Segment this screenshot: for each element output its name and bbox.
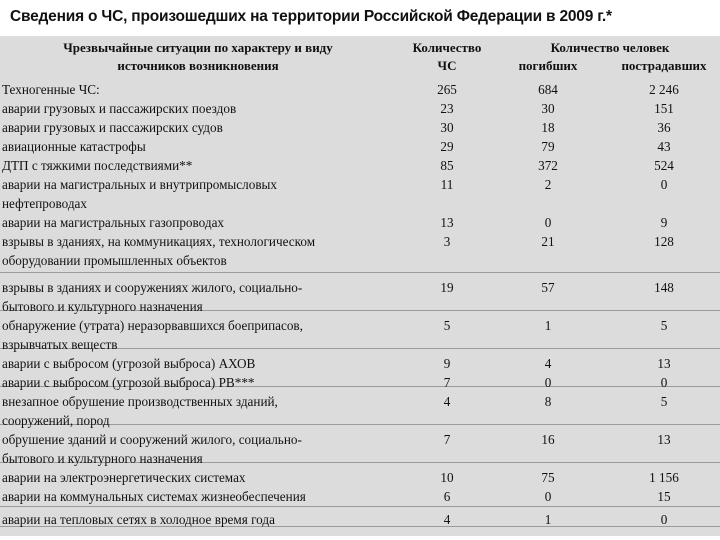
row-injured: 1 156 <box>649 470 679 485</box>
row-dead: 57 <box>541 280 555 295</box>
row-dead: 4 <box>544 356 552 371</box>
row-description: взрывчатых веществ <box>2 337 118 352</box>
row-description: аварии на магистральных газопроводах <box>2 215 225 230</box>
row-description: обрушение зданий и сооружений жилого, социально- <box>2 432 302 447</box>
row-description: оборудовании промышленных объектов <box>2 253 227 268</box>
row-description: внезапное обрушение производственных зданий, <box>2 394 278 409</box>
row-dead: 0 <box>544 489 552 504</box>
header-count-line2: ЧС <box>437 58 457 73</box>
row-injured: 5 <box>660 394 668 409</box>
row-count: 7 <box>443 432 451 447</box>
row-dead: 30 <box>541 101 555 116</box>
row-description: ДТП с тяжкими последствиями** <box>2 158 193 173</box>
row-injured: 5 <box>660 318 668 333</box>
row-dead: 75 <box>541 470 555 485</box>
row-description: взрывы в зданиях и сооружениях жилого, социально- <box>2 280 303 295</box>
header-count-line1: Количество <box>412 40 482 55</box>
row-description: сооружений, пород <box>2 413 110 428</box>
row-injured: 0 <box>660 512 668 527</box>
row-count: 11 <box>440 177 454 192</box>
row-description: аварии на коммунальных системах жизнеобеспечения <box>2 489 306 504</box>
row-description: аварии на магистральных и внутрипромысловых <box>2 177 278 192</box>
row-injured: 13 <box>657 432 671 447</box>
incidents-table <box>0 36 720 536</box>
row-injured: 151 <box>654 101 674 116</box>
row-count: 13 <box>440 215 454 230</box>
row-description: аварии грузовых и пассажирских поездов <box>2 101 237 116</box>
row-description: взрывы в зданиях, на коммуникациях, технологическом <box>2 234 316 249</box>
row-count: 6 <box>443 489 451 504</box>
row-injured: 13 <box>657 356 671 371</box>
row-dead: 684 <box>538 82 558 97</box>
row-dead: 21 <box>541 234 555 249</box>
row-dead: 0 <box>544 375 552 390</box>
row-count: 3 <box>443 234 451 249</box>
row-description: бытового и культурного назначения <box>2 451 203 466</box>
row-injured: 15 <box>657 489 671 504</box>
row-injured: 43 <box>657 139 671 154</box>
row-injured: 0 <box>660 177 668 192</box>
row-count: 10 <box>440 470 454 485</box>
row-dead: 16 <box>541 432 555 447</box>
row-count: 265 <box>437 82 457 97</box>
row-dead: 18 <box>541 120 555 135</box>
header-injured: пострадавших <box>621 58 707 73</box>
header-type-line2: источников возникновения <box>117 58 279 73</box>
row-description: бытового и культурного назначения <box>2 299 203 314</box>
row-description: аварии на электроэнергетических системах <box>2 470 246 485</box>
row-dead: 372 <box>538 158 558 173</box>
row-injured: 128 <box>654 234 674 249</box>
row-dead: 0 <box>544 215 552 230</box>
row-count: 23 <box>440 101 454 116</box>
row-injured: 36 <box>657 120 671 135</box>
row-dead: 1 <box>544 512 552 527</box>
row-dead: 79 <box>541 139 555 154</box>
row-injured: 148 <box>654 280 674 295</box>
row-dead: 2 <box>544 177 552 192</box>
header-people: Количество человек <box>550 40 670 55</box>
row-dead: 8 <box>544 394 552 409</box>
row-description: нефтепроводах <box>2 196 87 211</box>
row-separator <box>0 272 720 273</box>
row-count: 9 <box>443 356 451 371</box>
row-count: 4 <box>443 512 451 527</box>
row-separator <box>0 506 720 507</box>
row-count: 4 <box>443 394 451 409</box>
row-description: Техногенные ЧС: <box>2 82 100 97</box>
header-dead: погибших <box>518 58 578 73</box>
row-injured: 2 246 <box>649 82 679 97</box>
row-injured: 524 <box>654 158 674 173</box>
row-count: 85 <box>440 158 454 173</box>
row-count: 30 <box>440 120 454 135</box>
table-header <box>0 36 720 78</box>
row-description: аварии грузовых и пассажирских судов <box>2 120 223 135</box>
row-description: аварии с выбросом (угрозой выброса) АХОВ <box>2 356 256 371</box>
header-type-line1: Чрезвычайные ситуации по характеру и виду <box>63 40 333 55</box>
row-count: 7 <box>443 375 451 390</box>
row-description: авиационные катастрофы <box>2 139 146 154</box>
row-injured: 0 <box>660 375 668 390</box>
row-description: обнаружение (утрата) неразорвавшихся боеприпасов, <box>2 318 303 333</box>
page-title: Сведения о ЧС, произошедших на территории Российской Федерации в 2009 г.* <box>10 8 612 25</box>
row-dead: 1 <box>544 318 552 333</box>
row-injured: 9 <box>660 215 668 230</box>
row-count: 19 <box>440 280 454 295</box>
row-description: аварии с выбросом (угрозой выброса) РВ*** <box>2 375 255 390</box>
row-count: 5 <box>443 318 451 333</box>
row-description: аварии на тепловых сетях в холодное время года <box>2 512 275 527</box>
row-count: 29 <box>440 139 454 154</box>
